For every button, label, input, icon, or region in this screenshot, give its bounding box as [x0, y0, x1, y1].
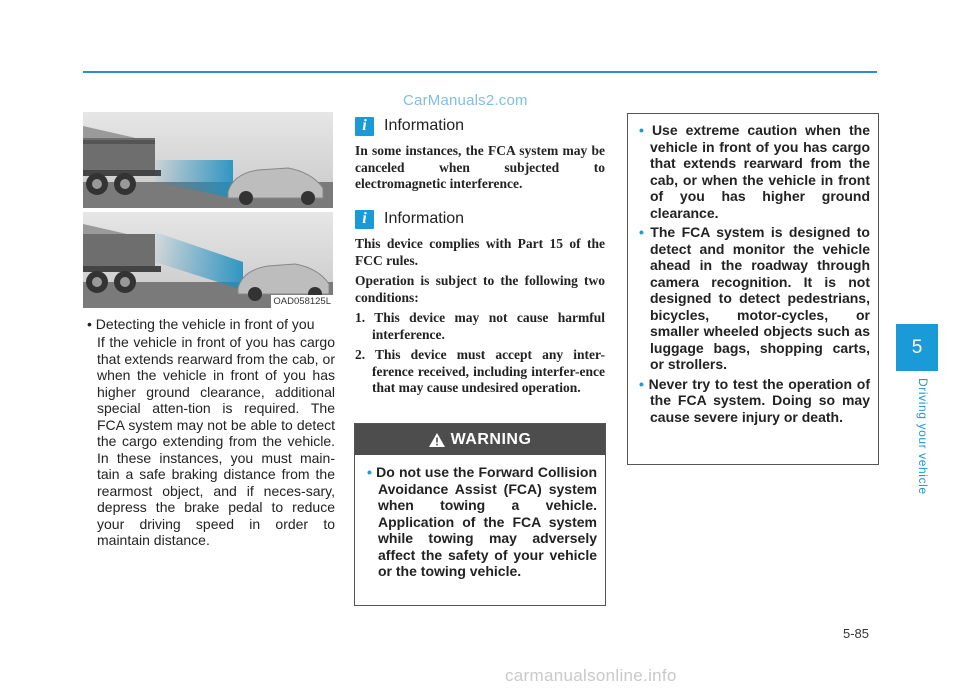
bullet-dot-icon: • [639, 224, 651, 240]
caution-bullet-text: Use extreme caution when the vehicle in front of you has cargo that extends rearward from the cab, or when the vehicle in front of you has higher ground clearance. [650, 122, 870, 221]
fcc-condition-item: 2. This device must accept any inter-ference received, including interfer-ence that may cause undesired operation. [355, 347, 605, 395]
bullet-dot-icon: • [367, 464, 377, 480]
caution-bullet [639, 224, 870, 373]
bullet-dot-icon: • [639, 375, 649, 392]
caution-box [627, 113, 879, 465]
fcc-compliance-text: This device complies with Part 15 of the FCC rules. [355, 236, 605, 268]
watermark-bottom: carmanualsonline.info [505, 666, 677, 685]
warning-header [355, 424, 605, 455]
caution-bullet-text: The FCA system is designed to detect and monitor the vehicle ahead in the roadway through camera recognition. It is not designed to detect pedestrians, bicycles, motor-cycles, or smaller wheeled objects such as luggage bags, shopping carts, or strollers. [650, 224, 870, 372]
header-rule [83, 71, 877, 73]
warning-box [354, 423, 606, 606]
information-block-2 [355, 208, 605, 397]
warning-body [355, 455, 605, 580]
caution-bullet [639, 376, 870, 426]
left-column [83, 316, 335, 549]
bullet-text: Detecting the vehicle in front of you [95, 316, 315, 332]
fca-illustration [83, 112, 333, 308]
chapter-label: Driving your vehicle [916, 378, 930, 495]
page-number: 5-85 [843, 626, 870, 641]
watermark-top: CarManuals2.com [403, 92, 528, 109]
fcc-conditions-intro: Operation is subject to the following two conditions: [355, 273, 605, 305]
chapter-number-tab: 5 [896, 324, 938, 371]
warning-bullet-text: Do not use the Forward Collision Avoidance Assist (FCA) system when towing a vehicle. Application of the FCA system while towing may adversely affect the safety of your vehicle or the towing vehicle. [376, 464, 597, 579]
fcc-conditions-list [355, 310, 605, 397]
information-icon: i [355, 117, 374, 136]
caution-bullet-text: Never try to test the operation of the FCA system. Doing so may cause severe injury or death. [648, 375, 870, 425]
detecting-vehicle-body: If the vehicle in front of you has cargo that extends rearward from the cab, or when the vehicle in front of you has higher ground clearance, additional special atten-tion is required. The FCA system may not be able to detect the cargo extending from the vehicle. In these instances, you must main-tain a safe braking distance from the rearmost object, and if neces-sary, depress the brake pedal to reduce your driving speed in order to maintain distance. [97, 334, 335, 548]
information-icon: i [355, 210, 374, 229]
figure-label: OAD058125L [273, 296, 331, 307]
fcc-condition-item: 1. This device may not cause harmful interference. [355, 310, 605, 342]
information-header [355, 208, 605, 230]
information-header [355, 115, 605, 137]
warning-title: WARNING [450, 430, 532, 448]
caution-bullet [639, 122, 870, 221]
bullet-dot-icon: • [639, 122, 652, 138]
illustration-graphic [83, 112, 333, 308]
caution-body [628, 114, 878, 425]
warning-triangle-icon [429, 433, 445, 447]
information-title: Information [384, 117, 465, 134]
bullet-detecting-vehicle: • Detecting the vehicle in front of you [87, 316, 315, 332]
information-block-1 [355, 115, 605, 193]
information-title: Information [384, 210, 465, 227]
information-text: In some instances, the FCA system may be canceled when subjected to electromagnetic interference. [355, 143, 605, 191]
warning-bullet [367, 464, 597, 580]
